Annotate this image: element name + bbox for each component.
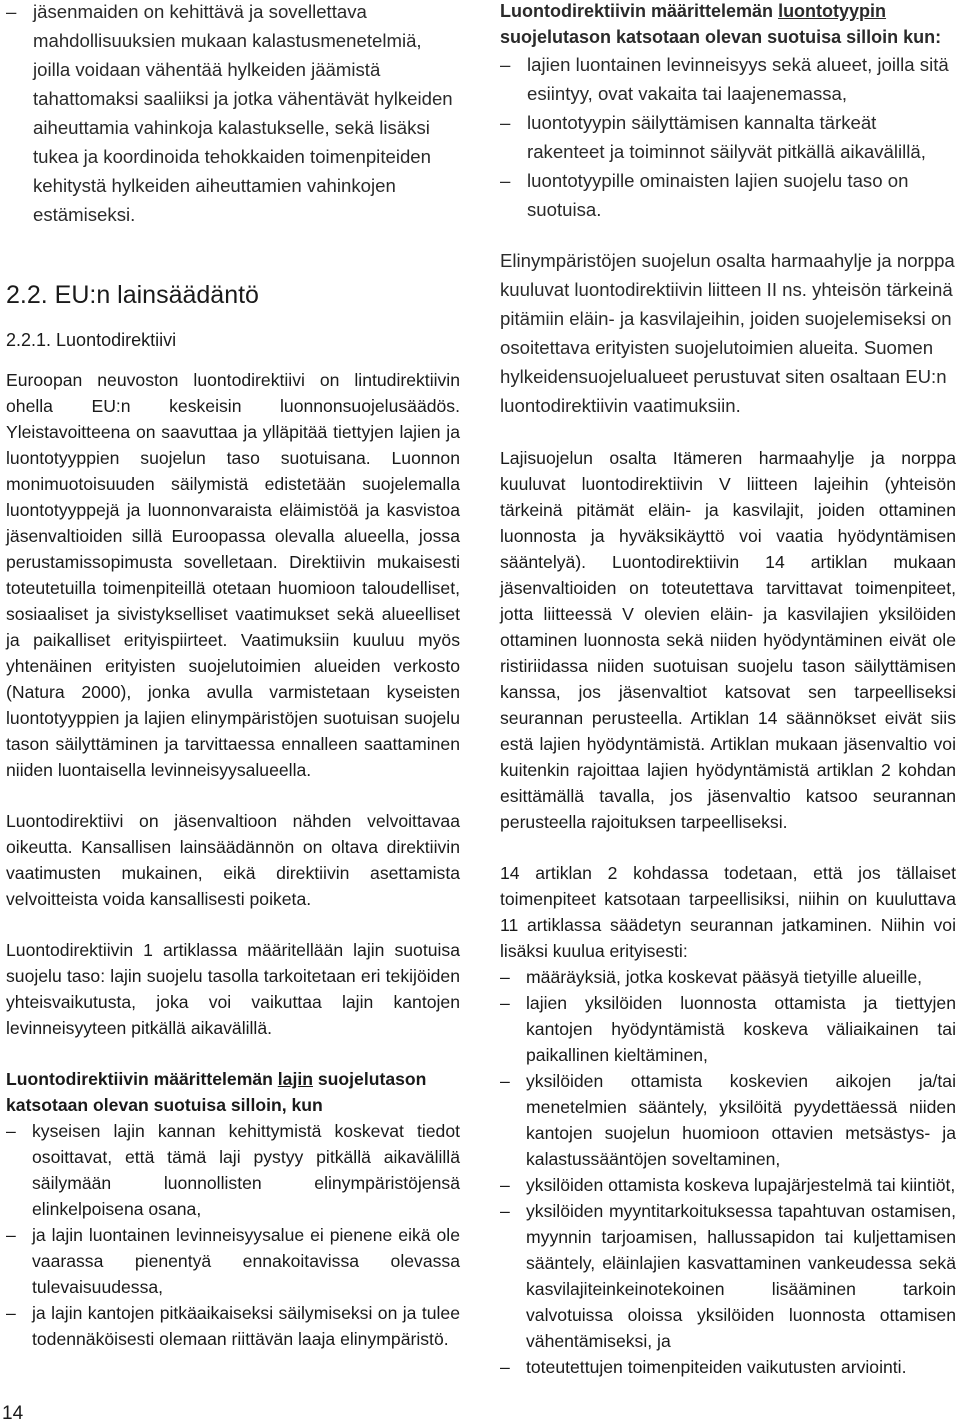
- list-item: – luontotyypille ominaisten lajien suojelu taso on suotuisa.: [500, 166, 956, 224]
- list-item: – yksilöiden myyntitarkoituksessa tapahtuvan ostamisen, myynnin tarjoamisen, hallussapidon tai kuljettamisen sääntely, eläinlajien kasvattaminen vankeudessa sekä kasvilajiteinkeinotekoinen lisääminen tarkoin valvotuissa oloissa yksilöiden luonnosta ottamisen vähentämiseksi, ja: [500, 1198, 956, 1354]
- page-number: 14: [2, 1403, 24, 1424]
- paragraph: Luontodirektiivin 1 artiklassa määritellään lajin suotuisa suojelu taso: lajin suojelu tasolla tarkoitetaan eri tekijöiden yhteisvaikutusta, joka voi vaikuttaa lajin kantojen levinneisyyteen pitkällä aikavälillä.: [6, 940, 460, 1038]
- underlined-term: lajin: [277, 1069, 313, 1089]
- habitat-status-heading: Luontodirektiivin määrittelemän luontotyypin suojelutason katsotaan olevan suotuisa silloin kun:: [500, 1, 942, 47]
- right-column: [500, 0, 956, 1380]
- list-item: – lajien yksilöiden luonnosta ottamista ja tiettyjen kantojen hyödyntämistä koskeva väliaikainen tai paikallinen kieltäminen,: [500, 990, 956, 1068]
- list-item: – luontotyypin säilyttämisen kannalta tärkeät rakenteet ja toiminnot säilyvät pitkällä aikavälillä,: [500, 108, 956, 166]
- intro-list-block: [6, 0, 460, 229]
- list-item: – yksilöiden ottamista koskevien aikojen ja/tai menetelmien sääntely, yksilöitä pyydettäessä niiden kantojen suojelun huomioon ottavien metsästys- ja kalastussääntöjen soveltaminen,: [500, 1068, 956, 1172]
- list-item: – toteutettujen toimenpiteiden vaikutusten arviointi.: [500, 1354, 956, 1380]
- paragraph: Elinympäristöjen suojelun osalta harmaahylje ja norppa kuuluvat luontodirektiivin liitteen II ns. yhteisön tärkeinä pitämiin eläin- ja kasvilajeihin, joiden suojelemiseksi on osoitettava erityisten suojelutoimien alueita. Suomen hylkeidensuojelualueet perustuvat siten osaltaan EU:n luontodirektiivin vaatimuksiin.: [500, 250, 955, 416]
- paragraph: Luontodirektiivi on jäsenvaltioon nähden velvoittavaa oikeutta. Kansallisen lainsäädännön on oltava direktiivin vaatimusten mukainen, eikä direktiivin asettamista velvoitteista voida kansallisesti poiketa.: [6, 811, 460, 909]
- species-status-heading: Luontodirektiivin määrittelemän lajin suojelutason katsotaan olevan suotuisa silloin, kun: [6, 1069, 427, 1115]
- list-item: – kyseisen lajin kannan kehittymistä koskevat tiedot osoittavat, että tämä laji pystyy pitkällä aikavälillä säilymään luonnollisten elinympäristöjensä elinkelpoisena osana,: [6, 1118, 460, 1222]
- intro-list: [6, 0, 460, 229]
- section-heading: 2.2. EU:n lainsäädäntö: [6, 281, 259, 309]
- paragraph: Lajisuojelun osalta Itämeren harmaahylje ja norppa kuuluvat luontodirektiivin V liitteen lajeihin (yhteisön tärkeinä pitämät eläin- ja kasvilajit, joiden ottaminen luonnosta ja hyväksikäyttö voi vaatia hyödyntämisen sääntelyä). Luontodirektiivin 14 artiklan mukaan jäsenvaltioiden on toteutettava tarvittavat toimenpiteet, jotta liitteessä V olevien eläin- ja kasvilajien yksilöiden ottaminen luonnosta sekä niiden hyödyntäminen eivät ole ristiriidassa niiden suotuisan suojelu tason säilyttämisen kanssa, jos jäsenvaltiot katsovat sen tarpeelliseksi seurannan perusteella. Artiklan 14 säännökset eivät siis estä lajien hyödyntämistä. Artiklan mukaan jäsenvaltio voi kuitenkin rajoittaa lajien hyödyntämistä artiklan 2 kohdan esittämällä tavalla, jos jäsenvaltio katsoo seurannan perusteella rajoituksen tarpeelliseksi.: [500, 448, 956, 832]
- habitat-block: [500, 0, 956, 224]
- list-item: – määräyksiä, jotka koskevat pääsyä tietyille alueille,: [500, 964, 956, 990]
- species-criteria-list: [6, 1118, 460, 1352]
- paragraph: 14 artiklan 2 kohdassa todetaan, että jos tällaiset toimenpiteet katsotaan tarpeellisiksi, niihin on kuuluttava 11 artiklassa säädetyn seurannan jatkaminen. Niihin voi lisäksi kuulua erityisesti:: [500, 863, 956, 961]
- paragraph: Euroopan neuvoston luontodirektiivi on lintudirektiivin ohella EU:n keskeisin luonnonsuojelusäädös. Yleistavoitteena on saavuttaa ja ylläpitää tiettyjen lajien ja luontotyyppien suojelun taso suotuisana. Luonnon monimuotoisuuden säilymistä edistetään suojelemalla luontotyyppejä ja luonnonvaraista eläimistöä ja kasvistoa jäsenvaltioiden sillä Euroopassa olevalla alueella, jossa perustamissopimusta sovelletaan. Direktiivin mukaisesti toteutetuilla toimenpiteillä otetaan huomioon taloudelliset, sosiaaliset ja sivistykselliset vaatimukset sekä alueelliset ja paikalliset erityispiirteet. Vaatimuksiin kuuluu myös yhtenäinen erityisten suojelutoimien alueiden verkosto (Natura 2000), jonka avulla varmistetaan kyseisten luontotyyppien ja lajien elinympäristöjen suotuisan suojelu tason säilyttäminen ja tarvittaessa ennalleen saattaminen niiden luontaisella levinneisyysalueella.: [6, 370, 460, 780]
- subsection-heading: 2.2.1. Luontodirektiivi: [6, 330, 177, 350]
- underlined-term: luontotyypin: [778, 1, 887, 21]
- measures-list: [500, 964, 956, 1380]
- habitat-criteria-list: [500, 50, 956, 224]
- list-item: – ja lajin kantojen pitkäaikaiseksi säilymiseksi on ja tulee todennäköisesti olemaan riittävän laaja elinympäristö.: [6, 1300, 460, 1352]
- list-item: – jäsenmaiden on kehittävä ja sovellettava mahdollisuuksien mukaan kalastusmenetelmiä, joilla voidaan vähentää hylkeiden jäämistä tahattomaksi saaliiksi ja jotka vähentävät hylkeiden aiheuttamia vahinkoja kalastukselle, sekä lisäksi tukea ja koordinoida tehokkaiden toimenpiteiden kehitystä hylkeiden aiheuttamien vahinkojen estämiseksi.: [6, 0, 460, 229]
- list-item: – lajien luontainen levinneisyys sekä alueet, joilla sitä esiintyy, ovat vakaita tai laajenemassa,: [500, 50, 956, 108]
- list-item: – ja lajin luontainen levinneisyysalue ei pienene eikä ole vaarassa pienentyä ennakoitavissa olevassa tulevaisuudessa,: [6, 1222, 460, 1300]
- list-item: – yksilöiden ottamista koskeva lupajärjestelmä tai kiintiöt,: [500, 1172, 956, 1198]
- left-column: [6, 0, 460, 1352]
